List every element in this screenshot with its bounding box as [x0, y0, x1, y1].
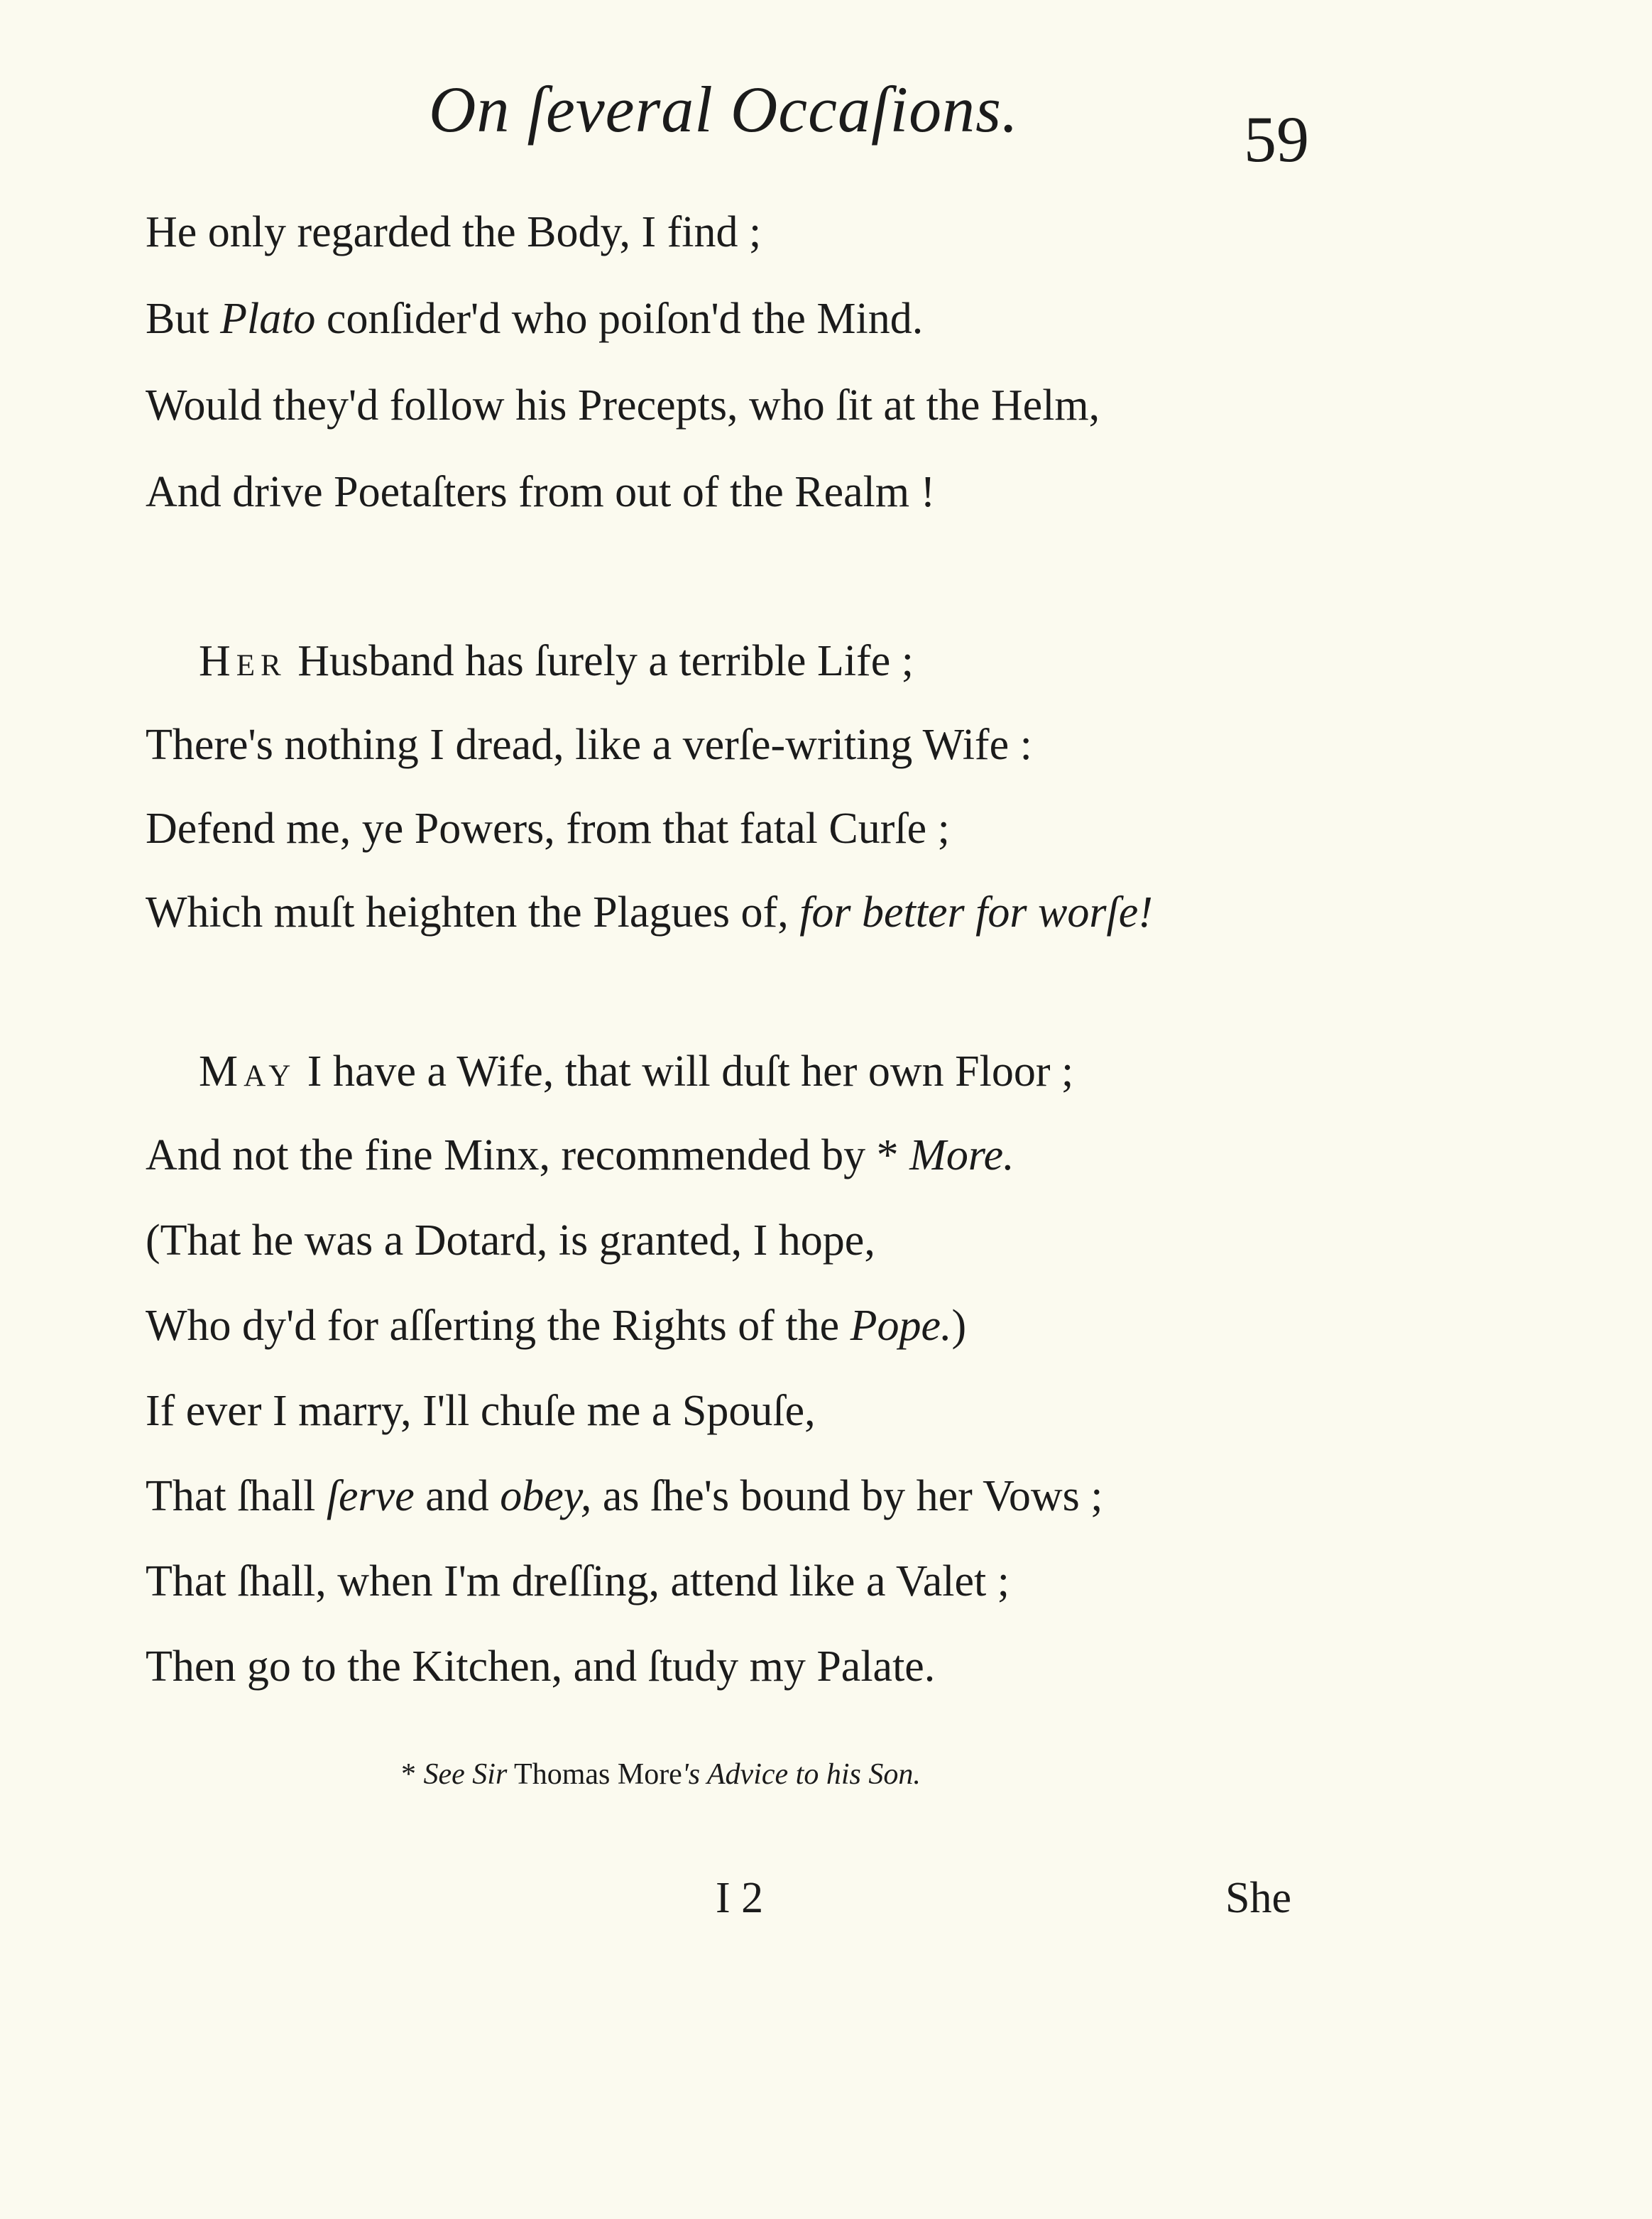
italic-word: ſerve — [326, 1472, 415, 1520]
running-head-title: On ſeveral Occaſions. — [429, 73, 1019, 146]
verse-line: There's nothing I dread, like a verſe-writing Wife : — [146, 721, 1032, 769]
verse-line: He only regarded the Body, I find ; — [146, 208, 762, 256]
verse-line: Who dy'd for aſſerting the Rights of the Pope.) — [146, 1302, 967, 1350]
italic-name: Pope. — [850, 1302, 952, 1350]
verse-line: That ſhall ſerve and obey, as ſhe's bound by her Vows ; — [146, 1472, 1103, 1520]
italic-name: Plato — [220, 295, 316, 343]
footnote: * See Sir Thomas More's Advice to his Son. — [401, 1758, 921, 1791]
verse-line: Which muſt heighten the Plagues of, for better for worſe! — [146, 888, 1153, 937]
italic-phrase: for better for worſe! — [799, 888, 1153, 937]
italic-word: obey, — [500, 1472, 592, 1520]
verse-line: But Plato conſider'd who poiſon'd the Mind. — [146, 295, 924, 343]
verse-line: Then go to the Kitchen, and ſtudy my Palate. — [146, 1642, 936, 1691]
stanza-opening-smallcaps: May — [199, 1047, 297, 1096]
verse-line: Her Husband has ſurely a terrible Life ; — [199, 637, 914, 685]
verse-line: And not the fine Minx, recommended by * More. — [146, 1131, 1014, 1179]
stanza-opening-smallcaps: Her — [199, 637, 287, 685]
page-number: 59 — [1244, 103, 1309, 175]
verse-line: Defend me, ye Powers, from that fatal Curſe ; — [146, 805, 950, 853]
verse-line: And drive Poetaſters from out of the Realm ! — [146, 468, 936, 516]
verse-line: If ever I marry, I'll chuſe me a Spouſe, — [146, 1387, 816, 1435]
verse-line: (That he was a Dotard, is granted, I hope, — [146, 1216, 875, 1265]
verse-line: That ſhall, when I'm dreſſing, attend like a Valet ; — [146, 1557, 1010, 1605]
italic-name: More. — [909, 1131, 1014, 1179]
verse-line: Would they'd follow his Precepts, who ſit at the Helm, — [146, 381, 1100, 430]
signature-mark: I 2 — [716, 1874, 764, 1922]
verse-line: May I have a Wife, that will duſt her own Floor ; — [199, 1047, 1074, 1096]
catchword: She — [1225, 1874, 1291, 1922]
